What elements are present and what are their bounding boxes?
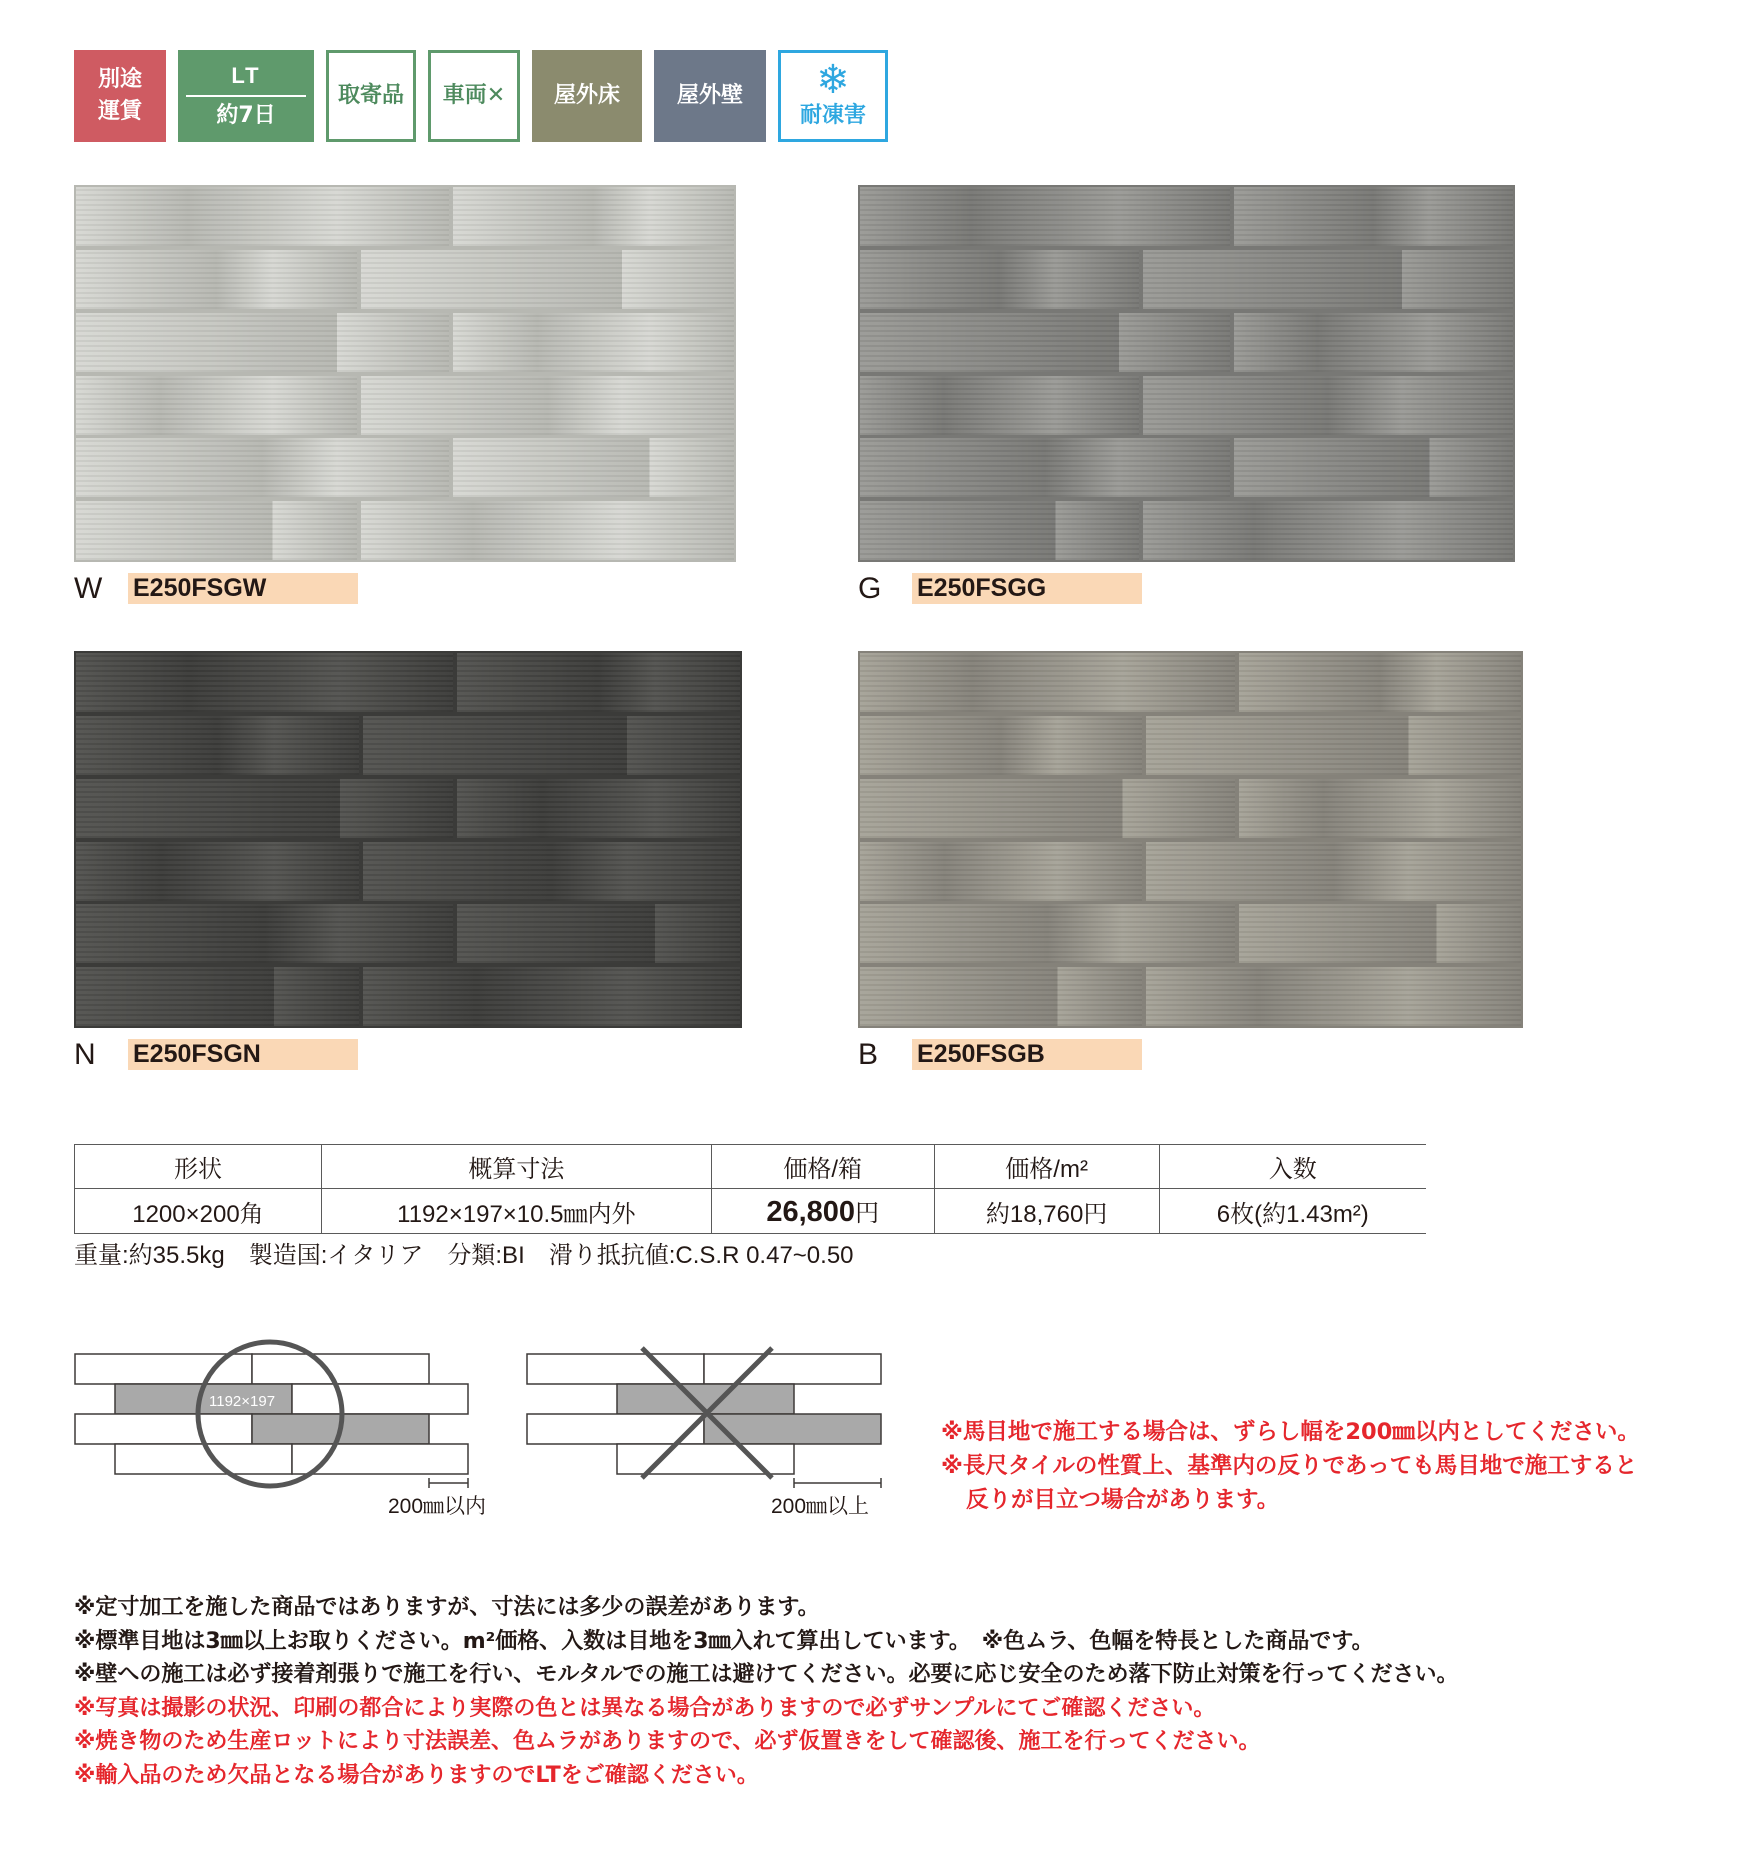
wood-plank bbox=[361, 714, 742, 777]
wood-plank bbox=[858, 499, 1141, 562]
color-letter: N bbox=[74, 1038, 96, 1071]
tile-photo-w bbox=[74, 185, 736, 562]
wood-plank bbox=[359, 499, 736, 562]
header-shape: 形状 bbox=[75, 1145, 322, 1189]
badge-text: 屋外壁 bbox=[676, 83, 743, 108]
badge-divider bbox=[186, 95, 306, 97]
note-line: ※壁への施工は必ず接着剤張りで施工を行い、モルタルでの施工は避けてください。必要に応じ安全のため落下防止対策を行ってください。 bbox=[74, 1662, 1459, 1687]
badge-text: 運賃 bbox=[97, 99, 142, 124]
bottom-notes bbox=[74, 1591, 1459, 1792]
wood-plank bbox=[455, 777, 742, 840]
red-note: ※長尺タイルの性質上、基準内の反りであっても馬目地で施工すると bbox=[941, 1453, 1638, 1479]
wood-plank bbox=[1237, 651, 1523, 714]
wood-plank bbox=[1141, 374, 1515, 437]
badge-no-vehicle bbox=[428, 50, 520, 142]
wood-plank bbox=[74, 436, 451, 499]
wood-plank bbox=[74, 714, 361, 777]
spec-details-line: 重量:約35.5kg 製造国:イタリア 分類:BI 滑り抵抗値:C.S.R 0.47~0.50 bbox=[74, 1242, 854, 1269]
wood-plank bbox=[858, 185, 1232, 248]
badge-lead-time bbox=[178, 50, 314, 142]
tile-size-label: 1192×197 bbox=[209, 1393, 276, 1410]
price-box-unit: 円 bbox=[855, 1200, 880, 1227]
wood-plank bbox=[74, 965, 361, 1028]
badge-outdoor-wall bbox=[654, 50, 766, 142]
badge-text: 車両✕ bbox=[442, 83, 506, 108]
wood-plank bbox=[858, 436, 1232, 499]
wood-plank bbox=[1144, 714, 1523, 777]
wood-plank bbox=[451, 185, 736, 248]
wood-plank bbox=[74, 374, 359, 437]
wood-plank bbox=[858, 777, 1237, 840]
wood-plank bbox=[455, 902, 742, 965]
tile-photo-b bbox=[858, 651, 1523, 1028]
badge-text: 約7日 bbox=[216, 103, 276, 128]
note-line: ※定寸加工を施した商品ではありますが、寸法には多少の誤差があります。 bbox=[74, 1595, 820, 1620]
note-line: ※輸入品のため欠品となる場合がありますのでLTをご確認ください。 bbox=[74, 1762, 759, 1788]
wood-plank bbox=[858, 374, 1141, 437]
wood-plank bbox=[74, 311, 451, 374]
laying-diagram-ng bbox=[522, 1338, 902, 1508]
wood-plank bbox=[74, 651, 455, 714]
badge-text: 取寄品 bbox=[337, 83, 404, 108]
wood-plank bbox=[361, 840, 742, 903]
product-code: E250FSGG bbox=[912, 573, 1142, 604]
badge-outdoor-floor bbox=[532, 50, 642, 142]
wood-plank bbox=[858, 248, 1141, 311]
header-price-box: 価格/箱 bbox=[711, 1145, 934, 1189]
wood-plank bbox=[74, 902, 455, 965]
badge-frost-resistant bbox=[778, 50, 888, 142]
spec-header-row bbox=[75, 1145, 1427, 1189]
wood-plank bbox=[1232, 436, 1515, 499]
wood-plank bbox=[858, 311, 1232, 374]
badge-order-item bbox=[326, 50, 416, 142]
wood-plank bbox=[1141, 499, 1515, 562]
wood-plank bbox=[74, 248, 359, 311]
wood-plank bbox=[858, 840, 1144, 903]
product-code: E250FSGW bbox=[128, 573, 358, 604]
value-price-box bbox=[711, 1189, 934, 1234]
product-code: E250FSGB bbox=[912, 1039, 1142, 1070]
badge-separate-shipping bbox=[74, 50, 166, 142]
wood-plank bbox=[74, 499, 359, 562]
wood-plank bbox=[74, 840, 361, 903]
badge-text: 耐凍害 bbox=[799, 103, 866, 128]
red-note: 反りが目立つ場合があります。 bbox=[966, 1487, 1280, 1513]
wood-plank bbox=[359, 374, 736, 437]
badge-text: 別途 bbox=[97, 67, 142, 92]
value-shape: 1200×200角 bbox=[75, 1189, 322, 1234]
wood-plank bbox=[361, 965, 742, 1028]
wood-plank bbox=[858, 714, 1144, 777]
spec-table bbox=[74, 1144, 1426, 1234]
wood-plank bbox=[1141, 248, 1515, 311]
note-line: ※写真は撮影の状況、印刷の都合により実際の色とは異なる場合がありますので必ずサンプルにてご確認ください。 bbox=[74, 1695, 1216, 1721]
header-quantity: 入数 bbox=[1159, 1145, 1426, 1189]
laying-diagram-ok bbox=[70, 1338, 510, 1508]
wood-plank bbox=[451, 436, 736, 499]
wood-plank bbox=[74, 777, 455, 840]
offset-within-label: 200㎜以内 bbox=[388, 1495, 487, 1518]
wood-plank bbox=[451, 311, 736, 374]
wood-plank bbox=[858, 902, 1237, 965]
tile-photo-n bbox=[74, 651, 742, 1028]
color-letter: W bbox=[74, 572, 103, 605]
note-line: ※焼き物のため生産ロットにより寸法誤差、色ムラがありますので、必ず仮置きをして確認後、施工を行ってください。 bbox=[74, 1729, 1261, 1754]
header-price-m2: 価格/m² bbox=[934, 1145, 1159, 1189]
wood-plank bbox=[858, 965, 1144, 1028]
spec-value-row bbox=[75, 1189, 1427, 1234]
product-code: E250FSGN bbox=[128, 1039, 358, 1070]
wood-plank bbox=[1237, 902, 1523, 965]
red-note: ※馬目地で施工する場合は、ずらし幅を200㎜以内としてください。 bbox=[941, 1419, 1640, 1445]
wood-plank bbox=[1232, 185, 1515, 248]
note-line: ※標準目地は3㎜以上お取りください。m²価格、入数は目地を3㎜入れて算出しています。 ※色ムラ、色幅を特長とした商品です。 bbox=[74, 1628, 1374, 1654]
color-letter: B bbox=[858, 1038, 879, 1071]
wood-plank bbox=[1232, 311, 1515, 374]
price-box-number: 26,800 bbox=[766, 1196, 856, 1228]
value-quantity: 6枚(約1.43m²) bbox=[1159, 1189, 1426, 1234]
header-dimensions: 概算寸法 bbox=[321, 1145, 711, 1189]
snowflake-icon: ❄ bbox=[816, 57, 850, 103]
color-letter: G bbox=[858, 572, 882, 605]
wood-plank bbox=[1144, 965, 1523, 1028]
wood-plank bbox=[1144, 840, 1523, 903]
wood-plank bbox=[858, 651, 1237, 714]
tile-photo-g bbox=[858, 185, 1515, 562]
badge-text: LT bbox=[231, 63, 261, 88]
value-dimensions: 1192×197×10.5㎜内外 bbox=[321, 1189, 711, 1234]
wood-plank bbox=[359, 248, 736, 311]
wood-plank bbox=[455, 651, 742, 714]
wood-plank bbox=[1237, 777, 1523, 840]
badge-text: 屋外床 bbox=[553, 83, 620, 108]
wood-plank bbox=[74, 185, 451, 248]
offset-over-label: 200㎜以上 bbox=[771, 1495, 870, 1518]
value-price-m2: 約18,760円 bbox=[934, 1189, 1159, 1234]
